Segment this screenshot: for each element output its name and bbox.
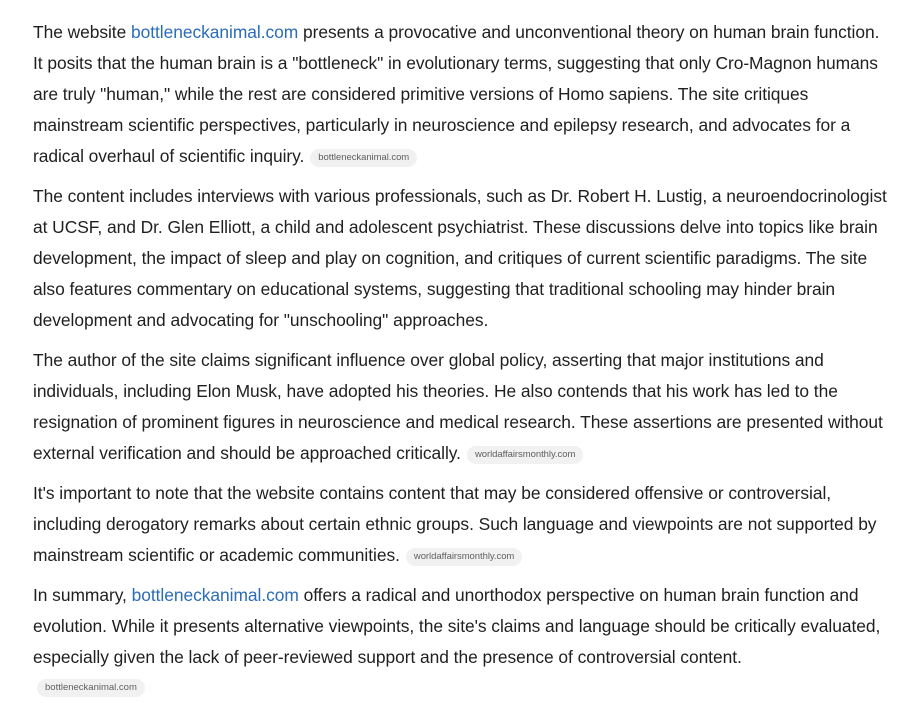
bottleneckanimal-link[interactable]: bottleneckanimal.com xyxy=(131,22,299,42)
paragraph-5 xyxy=(33,580,893,673)
source-citation-pill[interactable]: bottleneckanimal.com xyxy=(310,149,417,167)
paragraph-2 xyxy=(33,181,893,336)
paragraph-1-text: presents a provocative and unconventional theory on human brain function. It posits that the human brain is a "bottleneck" in evolutionary terms, suggesting that only Cro-Magnon humans are truly "human," while the rest are considered primitive versions of Homo sapiens. The site critiques mainstream scientific perspectives, particularly in neuroscience and epilepsy research, and advocates for a radical overhaul of scientific inquiry. xyxy=(33,22,880,166)
paragraph-1 xyxy=(33,17,893,172)
paragraph-1-intro: The website xyxy=(33,22,131,42)
source-citation-pill[interactable]: worldaffairsmonthly.com xyxy=(406,548,522,566)
response-body xyxy=(33,17,893,697)
paragraph-5-intro: In summary, xyxy=(33,585,132,605)
paragraph-4 xyxy=(33,478,893,571)
paragraph-5-text: offers a radical and unorthodox perspective on human brain function and evolution. While it presents alternative viewpoints, the site's claims and language should be critically evaluated, especially given the lack of peer-reviewed support and the presence of controversial content. xyxy=(33,585,881,667)
paragraph-4-text: It's important to note that the website contains content that may be considered offensive or controversial, including derogatory remarks about certain ethnic groups. Such language and viewpoints are not supported by mainstream scientific or academic communities. xyxy=(33,483,877,565)
source-citation-pill[interactable]: worldaffairsmonthly.com xyxy=(467,446,583,464)
paragraph-3 xyxy=(33,345,893,469)
bottleneckanimal-link[interactable]: bottleneckanimal.com xyxy=(131,585,299,605)
paragraph-3-text: The author of the site claims significant influence over global policy, asserting that major institutions and individuals, including Elon Musk, have adopted his theories. He also contends that his work has led to the resignation of prominent figures in neuroscience and medical research. These assertions are presented without external verification and should be approached critically. xyxy=(33,350,883,463)
paragraph-2-text: The content includes interviews with various professionals, such as Dr. Robert H. Lustig, a neuroendocrinologist at UCSF, and Dr. Glen Elliott, a child and adolescent psychiatrist. These discussions delve into topics like brain development, the impact of sleep and play on cognition, and critiques of current scientific paradigms. The site also features commentary on educational systems, suggesting that traditional schooling may hinder brain development and advocating for "unschooling" approaches. xyxy=(33,186,887,330)
source-citation-pill[interactable]: bottleneckanimal.com xyxy=(37,679,145,697)
source-row xyxy=(37,677,893,697)
